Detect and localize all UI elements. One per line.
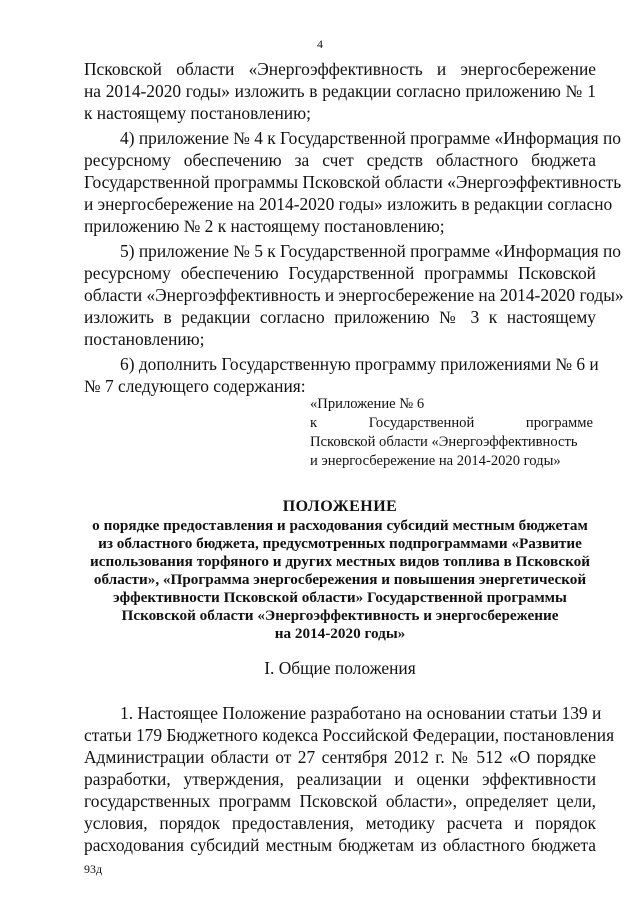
clause-1-line: Администрации области от 27 сентября 2012 г. № 512 «О порядке — [84, 747, 596, 767]
list-item-5-line: ресурсному обеспечению Государственной программы Псковской — [84, 263, 596, 283]
clause-1-line: статьи 179 Бюджетного кодекса Российской Федерации, постановления — [84, 725, 615, 745]
document-subtitle-line: Псковской области «Энергоэффективность и энергосбережение — [121, 607, 559, 624]
appendix-note-line: «Приложение № 6 — [310, 396, 425, 412]
clause-1-line: государственных программ Псковской области», определяет цели, — [84, 791, 596, 811]
section-heading: I. Общие положения — [264, 658, 416, 678]
list-item-4-line: ресурсному обеспечению за счет средств областного бюджета — [84, 150, 596, 170]
list-item-5-line: 5) приложение № 5 к Государственной программе «Информация по — [120, 241, 622, 261]
document-title: ПОЛОЖЕНИЕ — [282, 498, 398, 515]
list-item-4-line: приложению № 2 к настоящему постановлению; — [84, 216, 445, 236]
appendix-note-line: и энергосбережение на 2014-2020 годы» — [310, 453, 561, 469]
list-item-5-line: изложить в редакции согласно приложению № 3 к настоящему — [84, 307, 596, 327]
body-line: Псковской области «Энергоэффективность и энергосбережение — [84, 59, 596, 79]
footer-code: 93д — [84, 862, 103, 876]
appendix-note-line: Псковской области «Энергоэффективность — [310, 434, 578, 450]
document-subtitle-line: области», «Программа энергосбережения и повышения энергетической — [93, 571, 587, 588]
appendix-note — [310, 395, 593, 475]
clause-1-line: расходования субсидий местным бюджетам из областного бюджета — [84, 835, 596, 855]
page-number: 4 — [317, 37, 323, 51]
list-item-4-line: и энергосбережение на 2014-2020 годы» изложить в редакции согласно — [84, 194, 613, 214]
clause-1-line: условия, порядок предоставления, методику расчета и порядок — [84, 813, 596, 833]
clause-1-line: разработки, утверждения, реализации и оценки эффективности — [84, 769, 596, 789]
document-subtitle-line: эффективности Псковской области» Государственной программы — [113, 589, 567, 606]
list-item-6-line: 6) дополнить Государственную программу приложениями № 6 и — [120, 354, 599, 374]
list-item-5-line: постановлению; — [84, 329, 205, 349]
document-subtitle-line: о порядке предоставления и расходования субсидий местным бюджетам — [92, 517, 588, 534]
document-subtitle-line: на 2014-2020 годы» — [274, 625, 406, 642]
document-subtitle-line: использования торфяного и других местных видов топлива в Псковской — [89, 553, 591, 570]
list-item-4-line: 4) приложение № 4 к Государственной программе «Информация по — [120, 128, 622, 148]
list-item-6-line: № 7 следующего содержания: — [84, 376, 306, 396]
body-line: к настоящему постановлению; — [84, 103, 311, 123]
list-item-4-line: Государственной программы Псковской области «Энергоэффективность — [84, 172, 622, 192]
clause-1-line: 1. Настоящее Положение разработано на основании статьи 139 и — [120, 703, 602, 723]
body-line: на 2014-2020 годы» изложить в редакции согласно приложению № 1 — [84, 81, 596, 101]
document-subtitle-line: из областного бюджета, предусмотренных подпрограммами «Развитие — [98, 535, 582, 552]
list-item-5-line: области «Энергоэффективность и энергосбережение на 2014-2020 годы» — [84, 285, 624, 305]
appendix-note-line: к Государственной программе — [310, 415, 593, 431]
